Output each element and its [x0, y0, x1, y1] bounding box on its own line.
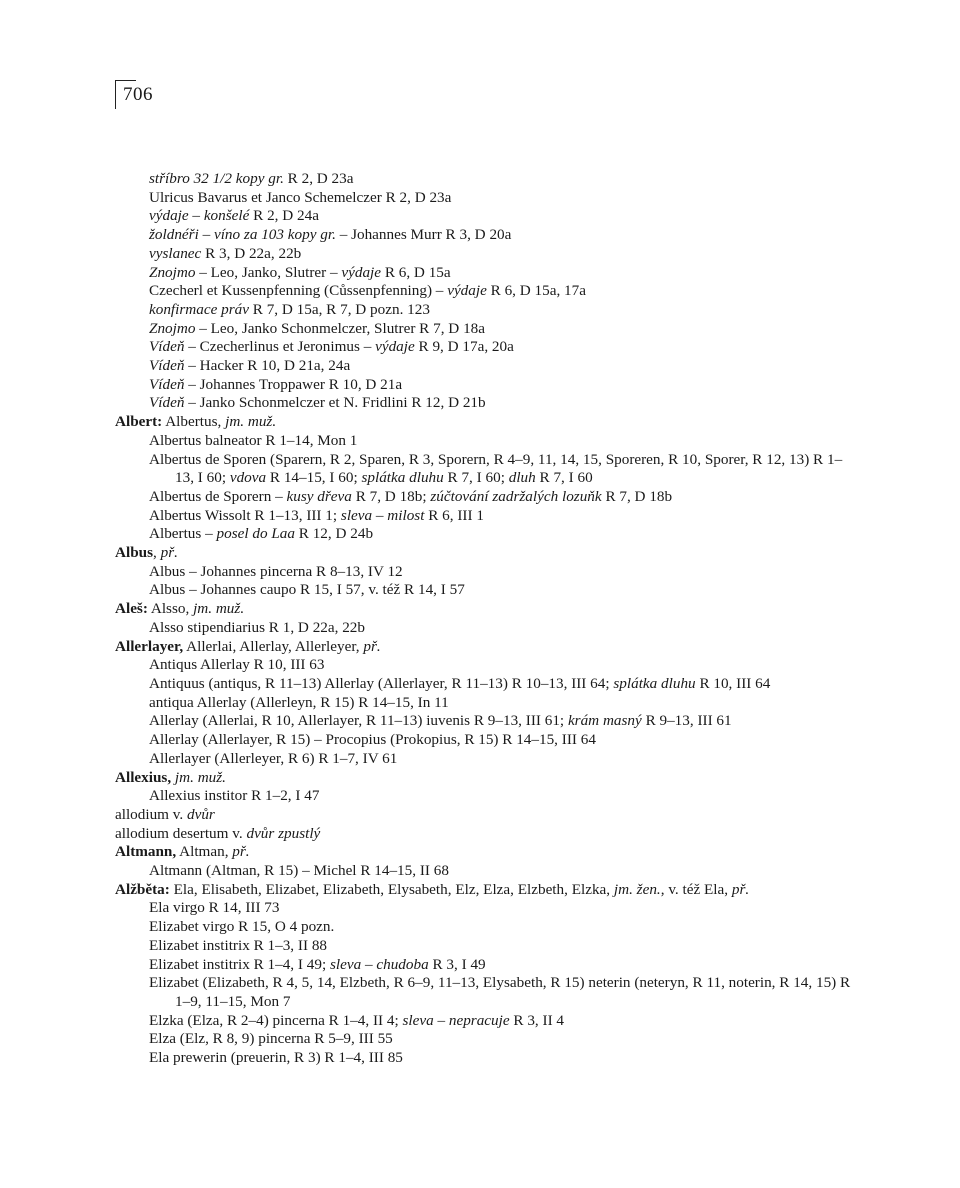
entry-text: R 3, II 4	[509, 1011, 565, 1029]
index-subentry	[115, 507, 855, 526]
headword: Albus	[115, 544, 153, 562]
index-headword-entry	[115, 769, 855, 788]
italic-term: dluh	[508, 469, 536, 487]
entry-text: Elzka (Elza, R 2–4) pincerna R 1–4, II 4;	[149, 1011, 403, 1029]
entry-text: R 3, I 49	[428, 955, 486, 973]
entry-text: R 3, D 22a, 22b	[201, 244, 302, 262]
entry-text: R 2, D 23a	[283, 170, 354, 187]
entry-text: R 14–15, I 60;	[266, 469, 362, 487]
index-headword-entry	[115, 843, 855, 862]
index-subentry	[115, 301, 855, 320]
index-subentry	[115, 656, 855, 675]
headword: Aleš:	[115, 600, 148, 618]
italic-term: př.	[160, 544, 178, 562]
italic-term: sleva – chudoba	[329, 955, 429, 973]
italic-term: Znojmo	[149, 319, 196, 337]
index-subentry	[115, 170, 855, 189]
index-headword-entry	[115, 413, 855, 432]
index-subentry	[115, 394, 855, 413]
headword: Allerlayer,	[115, 637, 184, 655]
entry-text: R 6, III 1	[424, 506, 484, 524]
entry-text: – Johannes Murr R 3, D 20a	[335, 226, 512, 244]
italic-term: př.	[232, 843, 250, 861]
entry-text: ,	[153, 544, 161, 562]
entry-text: Allerlai, Allerlay, Allerleyer,	[183, 637, 364, 655]
entry-text: allodium v.	[115, 805, 187, 823]
entry-text: Allerlay (Allerlayer, R 15) – Procopius (Prokopius, R 15) R 14–15, III 64	[149, 731, 596, 749]
index-subentry	[115, 956, 855, 975]
entry-text: – Johannes Troppawer R 10, D 21a	[184, 375, 403, 393]
headword: Altmann,	[115, 843, 177, 861]
index-subentry	[115, 712, 855, 731]
italic-term: jm. muž.	[225, 413, 277, 431]
index-headword-entry	[115, 825, 855, 844]
entry-text: Albertus –	[149, 525, 217, 543]
italic-term: př.	[363, 637, 381, 655]
index-subentry	[115, 787, 855, 806]
index-headword-entry	[115, 881, 855, 900]
index-subentry	[115, 750, 855, 769]
italic-term: zúčtování zadržalých lozuňk	[430, 487, 602, 505]
italic-term: sleva – milost	[340, 506, 425, 524]
italic-term: krám masný	[567, 712, 642, 730]
entry-text: Altman,	[176, 843, 233, 861]
index-headword-entry	[115, 806, 855, 825]
entry-text: Albertus,	[162, 413, 226, 431]
index-subentry	[115, 282, 855, 301]
entry-text: Albertus balneator R 1–14, Mon 1	[149, 431, 358, 449]
index-subentry	[115, 264, 855, 283]
entry-text: Allerlayer (Allerleyer, R 6) R 1–7, IV 61	[149, 749, 398, 767]
entry-text: Alsso,	[147, 600, 194, 618]
index-subentry	[115, 376, 855, 395]
italic-term: výdaje	[375, 338, 415, 356]
index-subentry	[115, 525, 855, 544]
italic-term: konfirmace práv	[149, 300, 249, 318]
index-subentry	[115, 581, 855, 600]
entry-text: , v. též Ela,	[660, 880, 732, 898]
entry-text: Allexius institor R 1–2, I 47	[149, 787, 320, 805]
index-subentry	[115, 899, 855, 918]
entry-text: Antiqus Allerlay R 10, III 63	[149, 656, 325, 674]
entry-text: Elza (Elz, R 8, 9) pincerna R 5–9, III 55	[149, 1030, 393, 1048]
entry-text: Ela virgo R 14, III 73	[149, 899, 280, 917]
entry-text: Albus – Johannes pincerna R 8–13, IV 12	[149, 562, 403, 580]
entry-text: Elizabet virgo R 15, O 4 pozn.	[149, 918, 335, 936]
entry-text: Alsso stipendiarius R 1, D 22a, 22b	[149, 618, 365, 636]
entry-text: – Leo, Janko, Slutrer –	[195, 263, 342, 281]
entry-text: R 6, D 15a, 17a	[486, 282, 586, 300]
italic-term: Vídeň	[149, 357, 185, 375]
entry-text: Elizabet institrix R 1–3, II 88	[149, 936, 328, 954]
entry-text: Ulricus Bavarus et Janco Schemelczer R 2, D 23a	[149, 188, 452, 206]
index-subentry	[115, 189, 855, 208]
entry-text: R 7, D 18b;	[351, 487, 431, 505]
index-subentry	[115, 226, 855, 245]
entry-text: Albus – Johannes caupo R 15, I 57, v. též R 14, I 57	[149, 581, 465, 599]
index-subentry	[115, 1012, 855, 1031]
entry-text: R 7, D 18b	[601, 487, 673, 505]
index-subentry	[115, 320, 855, 339]
index-subentry	[115, 731, 855, 750]
entry-text: R 7, I 60;	[443, 469, 509, 487]
index-subentry	[115, 563, 855, 582]
index-subentry	[115, 675, 855, 694]
entry-text: Altmann (Altman, R 15) – Michel R 14–15, II 68	[149, 862, 449, 880]
index-subentry	[115, 694, 855, 713]
italic-term: dvůr	[187, 805, 215, 823]
italic-term: výdaje	[447, 282, 487, 300]
index-subentry	[115, 862, 855, 881]
italic-term: jm. muž.	[193, 600, 245, 618]
entry-text: Czecherl et Kussenpfenning (Cůssenpfenning) –	[149, 282, 448, 300]
entry-text: R 7, I 60	[535, 469, 593, 487]
index-subentry	[115, 1030, 855, 1049]
index-list	[115, 170, 855, 1068]
entry-text: Albertus Wissolt R 1–13, III 1;	[149, 506, 341, 524]
entry-text: R 10, III 64	[695, 674, 771, 692]
index-headword-entry	[115, 600, 855, 619]
index-subentry	[115, 338, 855, 357]
entry-text: – Hacker R 10, D 21a, 24a	[184, 357, 351, 375]
entry-text: R 2, D 24a	[249, 207, 319, 225]
entry-text: Ela prewerin (preuerin, R 3) R 1–4, III 85	[149, 1049, 403, 1067]
index-subentry	[115, 1049, 855, 1068]
italic-term: dvůr zpustlý	[246, 824, 321, 842]
italic-term: splátka dluhu	[613, 674, 696, 692]
italic-term: výdaje – konšelé	[149, 207, 250, 225]
index-subentry	[115, 619, 855, 638]
entry-text: Ela, Elisabeth, Elizabet, Elizabeth, Elysabeth, Elz, Elza, Elzbeth, Elzka,	[169, 880, 614, 898]
index-subentry	[115, 451, 855, 488]
entry-text: antiqua Allerlay (Allerleyn, R 15) R 14–15, In 11	[149, 693, 449, 711]
entry-text: R 7, D 15a, R 7, D pozn. 123	[248, 300, 430, 318]
index-headword-entry	[115, 544, 855, 563]
entry-text: Allerlay (Allerlai, R 10, Allerlayer, R 11–13) iuvenis R 9–13, III 61;	[149, 712, 568, 730]
entry-text: R 9–13, III 61	[641, 712, 732, 730]
entry-text: Albertus de Sporen (Sparern, R 2, Sparen, R 3, Sporern, R 4–9, 11, 14, 15, Sporeren, R 10, Sporer, R 12, 13) R 1–13, I 60;	[149, 450, 843, 487]
page-number: 706	[123, 84, 153, 105]
entry-text: allodium desertum v.	[115, 824, 247, 842]
italic-term: Vídeň	[149, 338, 185, 356]
entry-text: R 9, D 17a, 20a	[414, 338, 514, 356]
italic-term: jm. žen.	[613, 880, 661, 898]
italic-term: žoldnéři – víno za 103 kopy gr.	[149, 226, 336, 244]
headword: Albert:	[115, 413, 163, 431]
index-subentry	[115, 207, 855, 226]
italic-term: kusy dřeva	[286, 487, 352, 505]
entry-text: – Leo, Janko Schonmelczer, Slutrer R 7, D 18a	[195, 319, 485, 337]
italic-term: Znojmo	[149, 263, 196, 281]
index-subentry	[115, 937, 855, 956]
entry-text: – Czecherlinus et Jeronimus –	[184, 338, 376, 356]
entry-text: Elizabet (Elizabeth, R 4, 5, 14, Elzbeth, R 6–9, 11–13, Elysabeth, R 15) neterin (neteryn, R 11, noterin, R 14, 15) R 1–9, 11–15, Mon 7	[149, 974, 851, 1010]
italic-term: Vídeň	[149, 394, 185, 412]
italic-term: jm. muž.	[174, 768, 226, 786]
headword: Allexius,	[115, 768, 172, 786]
entry-text: Antiquus (antiqus, R 11–13) Allerlay (Allerlayer, R 11–13) R 10–13, III 64;	[149, 674, 614, 692]
index-subentry	[115, 974, 855, 1011]
index-subentry	[115, 357, 855, 376]
italic-term: sleva – nepracuje	[402, 1011, 510, 1029]
index-headword-entry	[115, 638, 855, 657]
entry-text: – Janko Schonmelczer et N. Fridlini R 12, D 21b	[184, 394, 486, 412]
italic-term: vyslanec	[149, 244, 202, 262]
index-subentry	[115, 918, 855, 937]
entry-text: R 6, D 15a	[381, 263, 451, 281]
index-subentry	[115, 432, 855, 451]
index-subentry	[115, 245, 855, 264]
entry-text: Albertus de Sporern –	[149, 487, 287, 505]
entry-text: R 12, D 24b	[294, 525, 374, 543]
italic-term: vdova	[229, 469, 267, 487]
headword: Alžběta:	[115, 880, 170, 898]
italic-term: splátka dluhu	[361, 469, 444, 487]
italic-term: výdaje	[341, 263, 382, 281]
entry-text: Elizabet institrix R 1–4, I 49;	[149, 955, 330, 973]
italic-term: Vídeň	[149, 375, 185, 393]
italic-term: stříbro 32 1/2 kopy gr.	[149, 170, 284, 187]
italic-term: posel do Laa	[216, 525, 295, 543]
italic-term: př.	[731, 880, 750, 898]
index-subentry	[115, 488, 855, 507]
